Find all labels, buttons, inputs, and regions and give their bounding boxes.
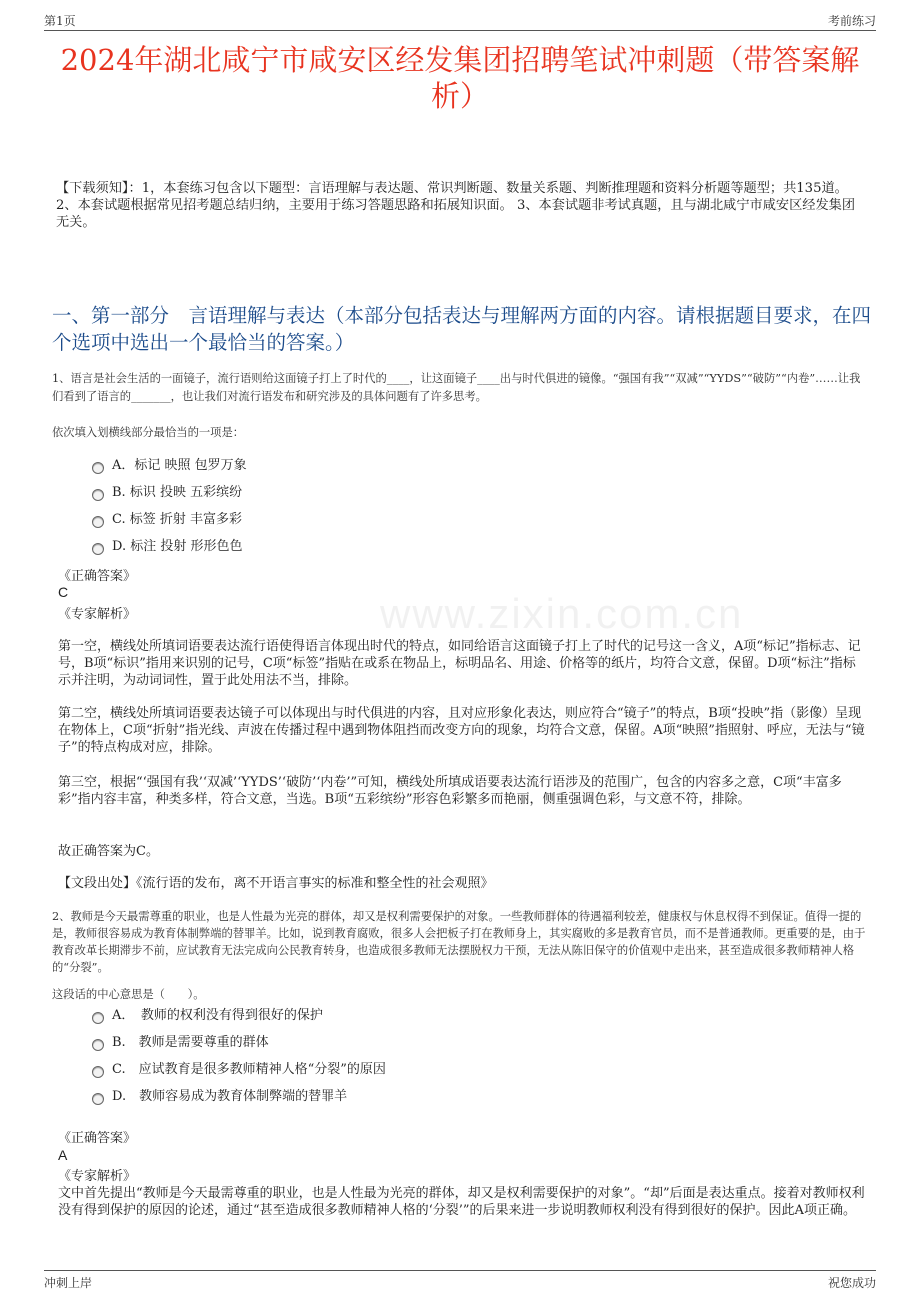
question-1-analysis-p2: 第二空，横线处所填词语要表达镜子可以体现出与时代俱进的内容，且对应形象化表达，则应符合“镜子”的特点，B项“投映”指（影像）呈现在物体上，C项“折射”指光线、声波在传播过程中遇到物体阻挡而改变方向的现象，均符合文意，保留。A项“映照”指照射、呼应，无法与“镜子”的特点构成对应，排除。	[58, 706, 865, 755]
question-1-analysis-p3: 第三空，根据“‘强国有我’‘双减’‘YYDS’‘破防’‘内卷’”可知，横线处所填成语要表达流行语涉及的范围广，包含的内容多之意，C项“丰富多彩”指内容丰富，种类多样，符合文意，当选。B项“五彩缤纷”形容色彩繁多而艳丽，侧重强调色彩，与文意不符，排除。	[58, 775, 842, 807]
option-label: B. 教师是需要尊重的群体	[112, 1035, 269, 1050]
question-2-answer-label: 《正确答案》	[58, 1131, 137, 1146]
question-1-option-b[interactable]	[92, 483, 242, 503]
page-footer	[44, 1270, 876, 1291]
question-2-option-a[interactable]	[92, 1006, 323, 1026]
question-1-option-d[interactable]	[92, 537, 243, 557]
question-1-conclusion: 故正确答案为C。	[58, 844, 159, 859]
option-label: A． 教师的权利没有得到很好的保护	[112, 1008, 323, 1023]
question-1-option-a[interactable]	[92, 456, 247, 476]
question-1-answer-label: 《正确答案》	[58, 569, 137, 584]
question-2-option-c[interactable]	[92, 1060, 386, 1080]
question-2-prompt: 这段话的中心意思是（ ）。	[52, 988, 205, 1001]
question-1-source: 【文段出处】《流行语的发布，离不开语言事实的标准和整全性的社会观照》	[58, 876, 494, 891]
page-number: 第1页	[44, 14, 76, 28]
question-1-answer: C	[58, 584, 69, 600]
question-2-analysis-label: 《专家解析》	[58, 1169, 137, 1184]
question-2-option-d[interactable]	[92, 1087, 347, 1107]
radio-icon[interactable]	[92, 462, 104, 474]
radio-icon[interactable]	[92, 489, 104, 501]
download-notice: 【下载须知】：1，本套练习包含以下题型：言语理解与表达题、常识判断题、数量关系题、判断推理题和资料分析题等题型；共135道。 2、本套试题根据常见招考题总结归纳，主要用于练习答题思路和拓展知识面。 3、本套试题非考试真题，且与湖北咸宁市咸安区经发集团无关。	[56, 181, 856, 230]
option-label: D. 教师容易成为教育体制弊端的替罪羊	[112, 1089, 348, 1104]
question-2-answer: A	[58, 1147, 68, 1163]
question-1-analysis-label: 《专家解析》	[58, 607, 137, 622]
question-2-stem: 2、教师是今天最需尊重的职业，也是人性最为光亮的群体，却又是权利需要保护的对象。一些教师群体的待遇福利较差，健康权与休息权得不到保证。值得一提的是，教师很容易成为教育体制弊端的替罪羊。比如，说到教育腐败，很多人会把板子打在教师身上，其实腐败的多是教育官员，而不是普通教师。更重要的是，由于教育改革长期滞步不前，应试教育无法完成向公民教育转身，也造成很多教师无法摆脱权力干预，无法从陈旧保守的价值观中走出来，甚至造成很多教师精神人格的“分裂”。	[52, 910, 866, 974]
footer-right: 祝您成功	[827, 1276, 876, 1290]
page-header	[44, 12, 876, 31]
option-label: B. 标识 投映 五彩缤纷	[112, 485, 243, 500]
radio-icon[interactable]	[92, 543, 104, 555]
section-title: 一、第一部分 言语理解与表达（本部分包括表达与理解两方面的内容。请根据题目要求，在四个选项中选出一个最恰当的答案。）	[52, 304, 872, 354]
option-label: C. 应试教育是很多教师精神人格“分裂”的原因	[112, 1062, 386, 1077]
option-label: C. 标签 折射 丰富多彩	[112, 512, 243, 527]
question-1-analysis-p1: 第一空，横线处所填词语要表达流行语使得语言体现出时代的特点，如同给语言这面镜子打上了时代的记号这一含义，A项“标记”指标志、记号，B项“标识”指用来识别的记号，C项“标签”指贴在或系在物品上，标明品名、用途、价格等的纸片，均符合文意，保留。D项“标注”指标示并注明，为动词词性，置于此处用法不当，排除。	[58, 639, 861, 688]
radio-icon[interactable]	[92, 1012, 104, 1024]
radio-icon[interactable]	[92, 1039, 104, 1051]
option-label: D. 标注 投射 形形色色	[112, 539, 243, 554]
question-1-option-c[interactable]	[92, 510, 242, 530]
question-1-stem: 1、语言是社会生活的一面镜子，流行语则给这面镜子打上了时代的____，让这面镜子____出与时代俱进的镜像。“强国有我”“双减”“YYDS”“破防”“内卷”……让我们看到了语言的_______，也让我们对流行语发布和研究涉及的具体问题有了许多思考。	[52, 372, 861, 403]
radio-icon[interactable]	[92, 516, 104, 528]
radio-icon[interactable]	[92, 1093, 104, 1105]
question-1-prompt: 依次填入划横线部分最恰当的一项是：	[52, 426, 245, 439]
radio-icon[interactable]	[92, 1066, 104, 1078]
footer-left: 冲刺上岸	[44, 1276, 93, 1290]
watermark: www.zixin.com.cn	[380, 590, 744, 637]
document-title: 2024年湖北咸宁市咸安区经发集团招聘笔试冲刺题（带答案解析）	[60, 43, 860, 113]
option-label: A．标记 映照 包罗万象	[112, 458, 247, 473]
header-label: 考前练习	[827, 14, 876, 28]
question-2-option-b[interactable]	[92, 1033, 269, 1053]
question-2-analysis: 文中首先提出“教师是今天最需尊重的职业，也是人性最为光亮的群体，却又是权利需要保护的对象”。“却”后面是表达重点。接着对教师权利没有得到保护的原因的论述，通过“甚至造成很多教师精神人格的‘分裂’”的后果来进一步说明教师权利没有得到很好的保护。因此A项正确。	[58, 1186, 865, 1218]
